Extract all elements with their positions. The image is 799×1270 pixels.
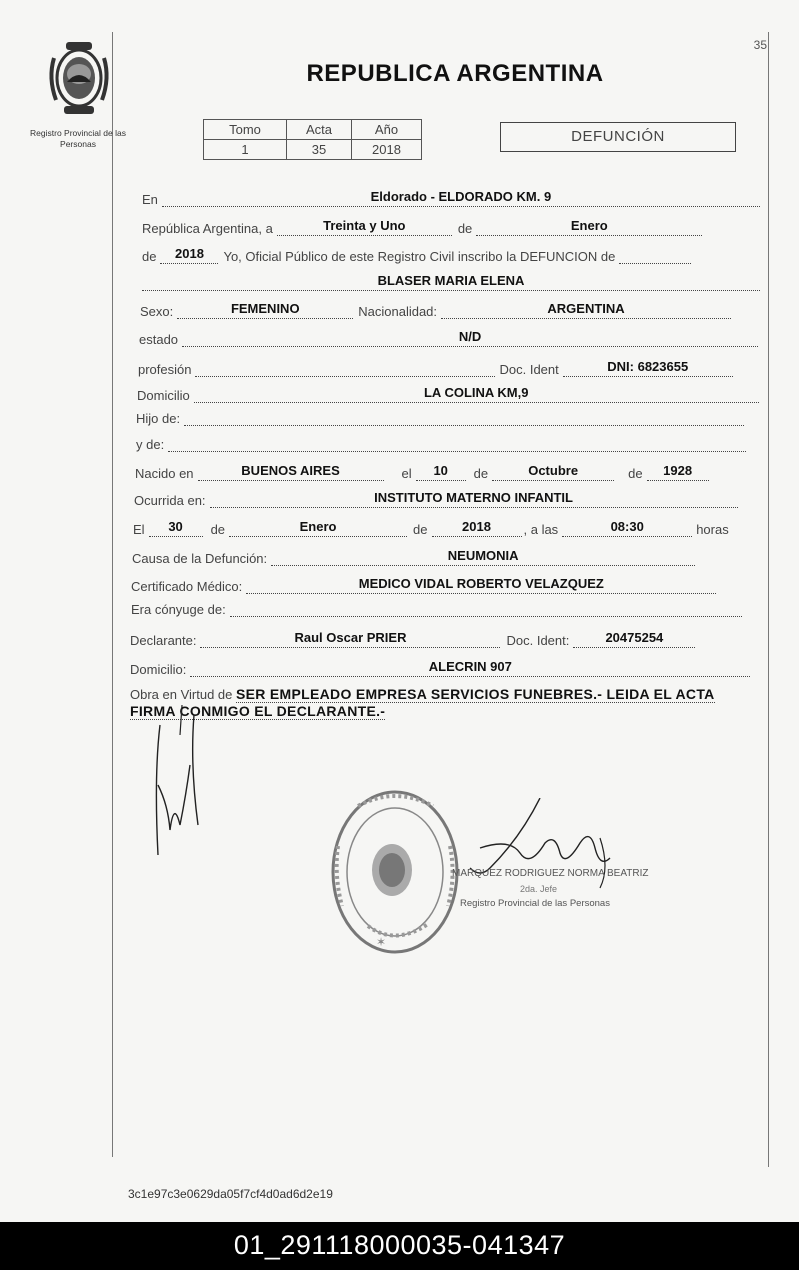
yde-value	[168, 449, 746, 452]
hijo-value	[184, 423, 744, 426]
nacionalidad-label: Nacionalidad:	[358, 304, 438, 319]
tomo-acta-anio-table	[203, 119, 422, 160]
registro-label: Registro Provincial de las Personas	[30, 128, 126, 149]
nac-anio: 1928	[647, 463, 709, 481]
document-type-box: DEFUNCIÓN	[500, 122, 736, 152]
profesion-label: profesión	[138, 362, 192, 377]
nacido-label: Nacido en	[135, 466, 194, 481]
nac-de2-label: de	[628, 466, 643, 481]
declarante-label: Declarante:	[130, 633, 197, 648]
row-profesion	[138, 359, 733, 377]
value-anio: 2018	[352, 140, 422, 160]
doc-label: Doc. Ident	[499, 362, 559, 377]
page-number: 35	[753, 38, 767, 52]
table-value-row	[204, 140, 422, 160]
ocurrida-label: Ocurrida en:	[134, 493, 206, 508]
horas-label: horas	[696, 522, 729, 537]
row-declarante	[130, 630, 695, 648]
row-certificado	[131, 576, 716, 594]
row-causa	[132, 548, 695, 566]
domicilio-value: LA COLINA KM,9	[194, 385, 759, 403]
cert-value: MEDICO VIDAL ROBERTO VELAZQUEZ	[246, 576, 716, 594]
footer-identifier: 01_291118000035-041347	[0, 1222, 799, 1270]
header-acta: Acta	[287, 120, 352, 140]
dia-value: Treinta y Uno	[277, 218, 452, 236]
row-ocurrida	[134, 490, 738, 508]
en-value: Eldorado - ELDORADO KM. 9	[162, 189, 760, 207]
decl-doc-label: Doc. Ident:	[506, 633, 570, 648]
header-anio: Año	[352, 120, 422, 140]
value-tomo: 1	[204, 140, 287, 160]
row-estado	[139, 329, 758, 347]
value-acta: 35	[287, 140, 352, 160]
estado-label: estado	[139, 332, 179, 347]
row-domicilio	[137, 385, 759, 403]
estado-value: N/D	[182, 329, 758, 347]
nacido-value: BUENOS AIRES	[198, 463, 384, 481]
domicilio-label: Domicilio	[137, 388, 190, 403]
document-hash: 3c1e97c3e0629da05f7cf4d0ad6d2e19	[128, 1187, 333, 1201]
official-role: 2da. Jefe	[520, 884, 558, 894]
sexo-label: Sexo:	[140, 304, 174, 319]
official-name: MARQUEZ RODRIGUEZ NORMA BEATRIZ	[452, 868, 649, 879]
profesion-value	[195, 374, 495, 377]
decl-doc-value: 20475254	[573, 630, 695, 648]
causa-label: Causa de la Defunción:	[132, 551, 268, 566]
row-hijo	[136, 411, 744, 426]
header-tomo: Tomo	[204, 120, 287, 140]
row-republica	[142, 218, 702, 236]
def-mes: Enero	[229, 519, 407, 537]
alas-label: , a las	[523, 522, 559, 537]
ocurrida-value: INSTITUTO MATERNO INFANTIL	[210, 490, 738, 508]
row-conyuge	[131, 602, 742, 617]
el2-label: El	[133, 522, 145, 537]
republica-label: República Argentina, a	[142, 221, 273, 236]
obra-value: SER EMPLEADO EMPRESA SERVICIOS FUNEBRES.- LEIDA EL ACTA FIRMA CONMIGO EL DECLARANTE.-	[130, 686, 715, 719]
obra-en-virtud	[130, 686, 758, 720]
nac-dia: 10	[416, 463, 466, 481]
mes-value: Enero	[476, 218, 702, 236]
def-dia: 30	[149, 519, 203, 537]
row-yo	[142, 246, 691, 264]
decl-dom-label: Domicilio:	[130, 662, 187, 677]
nac-mes: Octubre	[492, 463, 614, 481]
def-anio: 2018	[432, 519, 522, 537]
row-nombre	[142, 273, 760, 291]
page-title: REPUBLICA ARGENTINA	[306, 60, 604, 87]
obra-label: Obra en Virtud de	[130, 687, 233, 702]
nombre-value: BLASER MARIA ELENA	[142, 273, 760, 291]
conyuge-value	[230, 614, 742, 617]
row-en	[142, 189, 760, 207]
conyuge-label: Era cónyuge de:	[131, 602, 226, 617]
doc-value: DNI: 6823655	[563, 359, 733, 377]
en-label: En	[142, 192, 158, 207]
row-yde	[136, 437, 746, 452]
left-margin-line	[112, 32, 113, 1157]
causa-value: NEUMONIA	[271, 548, 695, 566]
official-office: Registro Provincial de las Personas	[460, 898, 610, 909]
yde-label: y de:	[136, 437, 165, 452]
province-emblem-icon	[40, 38, 118, 120]
registry-seal-icon	[328, 786, 463, 958]
declarant-signature-icon	[140, 705, 210, 865]
svg-text:✶: ✶	[376, 935, 387, 949]
def-hora: 08:30	[562, 519, 692, 537]
declarante-value: Raul Oscar PRIER	[200, 630, 500, 648]
def-de2-label: de	[413, 522, 428, 537]
def-de-label: de	[210, 522, 226, 537]
yo-text: Yo, Oficial Público de este Registro Civil inscribo la DEFUNCION de	[223, 249, 616, 264]
table-header-row	[204, 120, 422, 140]
row-nacido	[135, 463, 709, 481]
decl-dom-value: ALECRIN 907	[190, 659, 750, 677]
cert-label: Certificado Médico:	[131, 579, 243, 594]
de-label: de	[457, 221, 473, 236]
sexo-value: FEMENINO	[177, 301, 353, 319]
row-fecha-defuncion	[133, 519, 733, 537]
el-label: el	[401, 466, 412, 481]
row-decl-domicilio	[130, 659, 750, 677]
anio-value: 2018	[160, 246, 218, 264]
yo-blank	[619, 261, 691, 264]
row-sexo	[140, 301, 731, 319]
de2-label: de	[142, 249, 157, 264]
right-margin-line	[768, 32, 769, 1167]
nac-de-label: de	[473, 466, 489, 481]
nacionalidad-value: ARGENTINA	[441, 301, 731, 319]
hijo-label: Hijo de:	[136, 411, 181, 426]
